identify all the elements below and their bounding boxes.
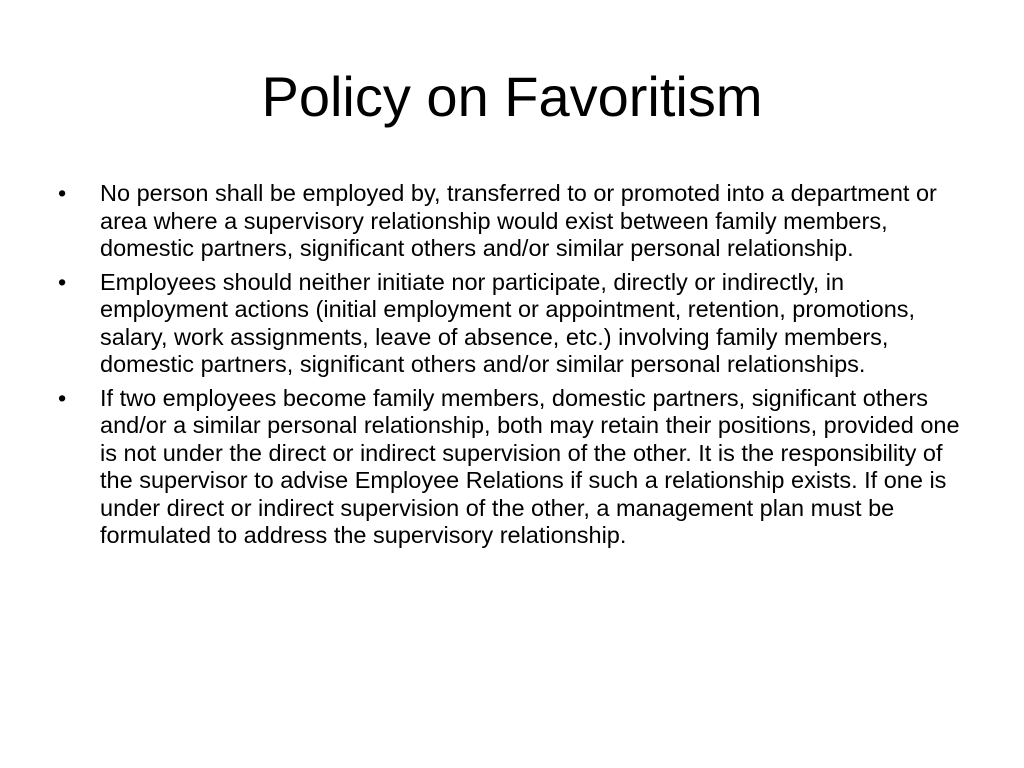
bullet-item	[56, 269, 968, 379]
bullet-item	[56, 180, 968, 263]
bullet-dot-icon: •	[58, 180, 67, 206]
slide-title: Policy on Favoritism	[261, 65, 763, 128]
bullet-list	[56, 180, 968, 556]
bullet-text: Employees should neither initiate nor participate, directly or indirectly, in employment actions (initial employment or appointment, retention, promotions, salary, work assignments, leave of absence, etc.) involving family members, domestic partners, significant others and/or similar personal relationships.	[100, 268, 916, 377]
bullet-dot-icon: •	[58, 268, 67, 295]
bullet-item	[56, 385, 968, 550]
bullet-dot-icon: •	[58, 384, 67, 411]
bullet-text: No person shall be employed by, transferred to or promoted into a department or area where a supervisory relationship would exist between family members, domestic partners, significant others and/or similar personal relationship.	[100, 180, 937, 261]
bullet-text: If two employees become family members, domestic partners, significant others and/or a similar personal relationship, both may retain their positions, provided one is not under the direct or indirect supervision of the other. It is the responsibility of the supervisor to advise Employee Relations if such a relationship exists. If one is under direct or indirect supervision of the other, a management plan must be formulated to address the supervisory relationship.	[100, 384, 960, 548]
